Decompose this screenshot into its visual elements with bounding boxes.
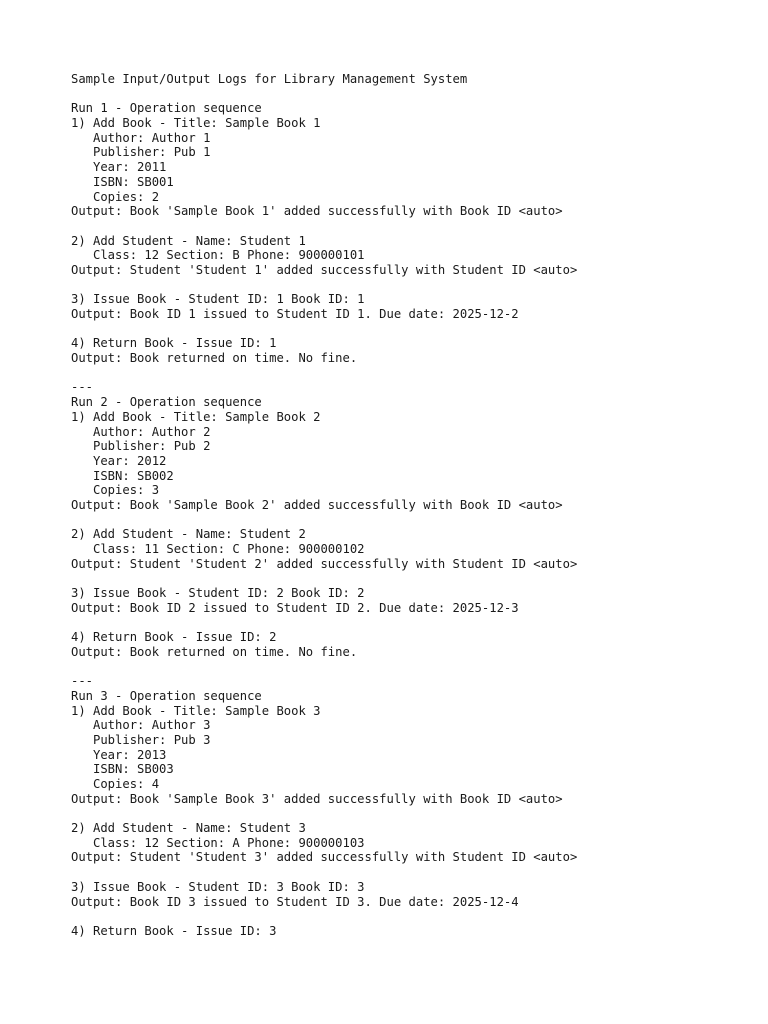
return-book-output: Output: Book returned on time. No fine.: [71, 644, 358, 659]
issue-book-output: Output: Book ID 2 issued to Student ID 2. Due date: 2025-12-3: [71, 600, 519, 615]
student-details: Class: 12 Section: A Phone: 900000103: [71, 835, 365, 850]
add-student-output: Output: Student 'Student 3' added successfully with Student ID <auto>: [71, 850, 578, 865]
blank-line: [71, 322, 751, 337]
book-copies: Copies: 3: [71, 483, 160, 498]
return-book-line: 4) Return Book - Issue ID: 3: [71, 923, 277, 938]
issue-book-line: 3) Issue Book - Student ID: 2 Book ID: 2: [71, 586, 365, 601]
add-book-output: Output: Book 'Sample Book 2' added successfully with Book ID <auto>: [71, 497, 563, 512]
book-publisher: Publisher: Pub 3: [71, 732, 211, 747]
blank-line: [71, 366, 751, 381]
book-copies: Copies: 2: [71, 189, 160, 204]
issue-book-line: 3) Issue Book - Student ID: 1 Book ID: 1: [71, 292, 365, 307]
book-isbn: ISBN: SB002: [71, 468, 174, 483]
run-header: Run 2 - Operation sequence: [71, 395, 262, 410]
document-page: [71, 72, 751, 939]
add-student-line: 2) Add Student - Name: Student 1: [71, 233, 306, 248]
issue-book-output: Output: Book ID 3 issued to Student ID 3. Due date: 2025-12-4: [71, 894, 519, 909]
blank-line: [71, 513, 751, 528]
add-student-output: Output: Student 'Student 2' added successfully with Student ID <auto>: [71, 556, 578, 571]
document-title: Sample Input/Output Logs for Library Management System: [71, 72, 468, 86]
book-year: Year: 2013: [71, 747, 167, 762]
run-section: [71, 689, 751, 939]
run-header: Run 1 - Operation sequence: [71, 101, 262, 116]
book-copies: Copies: 4: [71, 777, 160, 791]
return-book-line: 4) Return Book - Issue ID: 2: [71, 630, 277, 645]
return-book-output: Output: Book returned on time. No fine.: [71, 351, 358, 366]
blank-line: [71, 909, 751, 924]
add-book-line: 1) Add Book - Title: Sample Book 3: [71, 703, 321, 718]
blank-line: [71, 219, 751, 234]
book-isbn: ISBN: SB003: [71, 762, 174, 777]
return-book-line: 4) Return Book - Issue ID: 1: [71, 336, 277, 351]
run-section: [71, 395, 751, 659]
book-publisher: Publisher: Pub 1: [71, 145, 211, 160]
blank-line: [71, 660, 751, 675]
blank-line: [71, 806, 751, 821]
student-details: Class: 12 Section: B Phone: 900000101: [71, 248, 365, 263]
blank-line: [71, 865, 751, 880]
add-student-line: 2) Add Student - Name: Student 3: [71, 821, 306, 836]
book-year: Year: 2012: [71, 453, 167, 468]
issue-book-line: 3) Issue Book - Student ID: 3 Book ID: 3: [71, 879, 365, 894]
blank-line: [71, 278, 751, 293]
run-header: Run 3 - Operation sequence: [71, 688, 262, 703]
issue-book-output: Output: Book ID 1 issued to Student ID 1. Due date: 2025-12-2: [71, 307, 519, 321]
add-book-line: 1) Add Book - Title: Sample Book 1: [71, 116, 321, 131]
blank-line: [71, 615, 751, 630]
add-student-line: 2) Add Student - Name: Student 2: [71, 527, 306, 542]
run-section: [71, 101, 751, 365]
student-details: Class: 11 Section: C Phone: 900000102: [71, 542, 365, 556]
blank-line: [71, 571, 751, 586]
add-book-output: Output: Book 'Sample Book 3' added successfully with Book ID <auto>: [71, 791, 563, 806]
book-author: Author: Author 2: [71, 424, 211, 439]
book-publisher: Publisher: Pub 2: [71, 439, 211, 454]
book-author: Author: Author 3: [71, 718, 211, 733]
add-book-line: 1) Add Book - Title: Sample Book 2: [71, 409, 321, 424]
book-author: Author: Author 1: [71, 130, 211, 145]
book-isbn: ISBN: SB001: [71, 174, 174, 189]
add-student-output: Output: Student 'Student 1' added successfully with Student ID <auto>: [71, 262, 578, 277]
run-separator: ---: [71, 674, 94, 689]
add-book-output: Output: Book 'Sample Book 1' added successfully with Book ID <auto>: [71, 204, 563, 219]
blank-line: [71, 87, 751, 102]
run-separator: ---: [71, 380, 94, 395]
book-year: Year: 2011: [71, 160, 167, 175]
